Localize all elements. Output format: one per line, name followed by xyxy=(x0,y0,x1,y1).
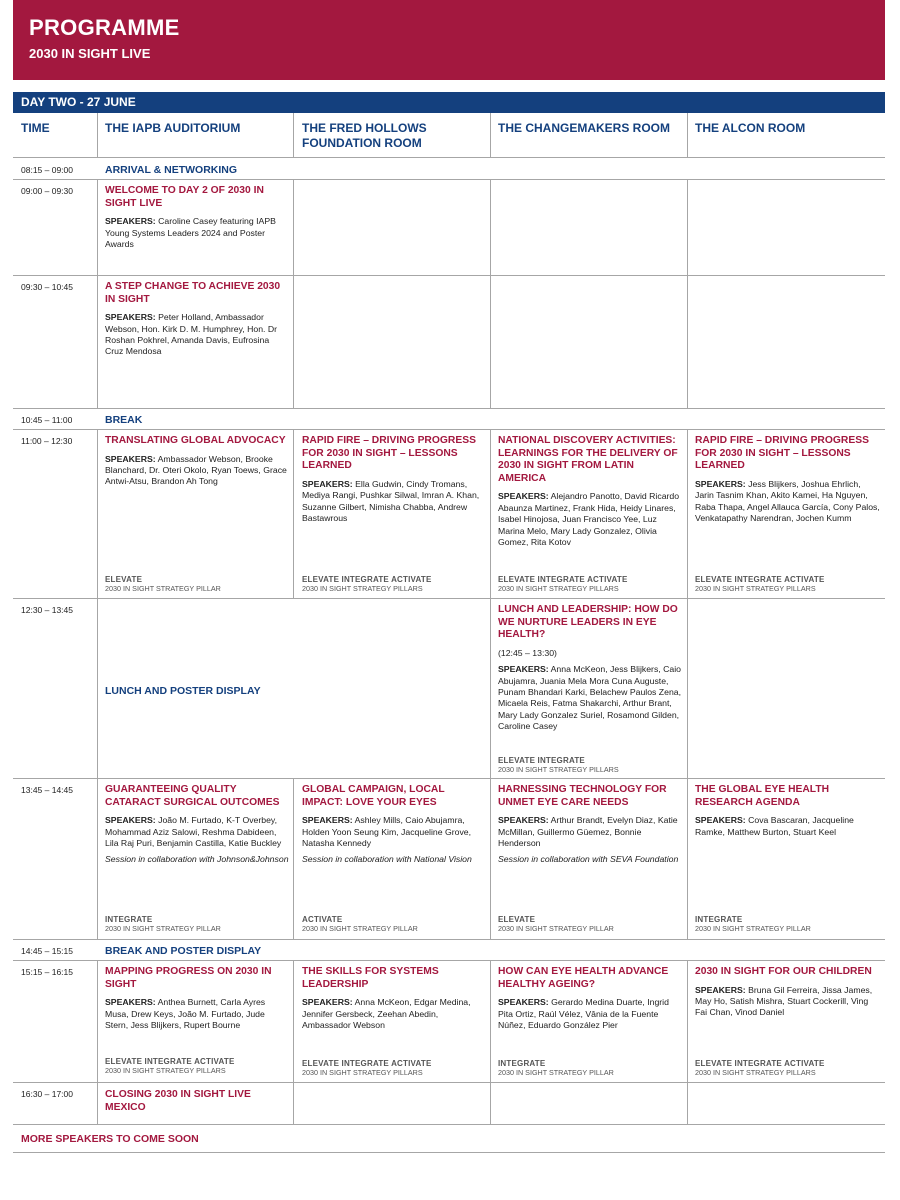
speakers-label: SPEAKERS: xyxy=(695,815,746,826)
strategy-pillar: INTEGRATE 2030 IN SIGHT STRATEGY PILLAR xyxy=(695,915,811,933)
session-title: GLOBAL CAMPAIGN, LOCAL IMPACT: LOVE YOUR EYES xyxy=(302,784,445,808)
page-subtitle: 2030 IN SIGHT LIVE xyxy=(29,46,151,61)
row-divider xyxy=(13,1082,885,1083)
session-love-your-eyes xyxy=(302,784,486,866)
speakers-label: SPEAKERS: xyxy=(498,491,549,502)
break-poster-label: BREAK AND POSTER DISPLAY xyxy=(105,945,262,957)
column-divider xyxy=(293,429,294,598)
column-divider xyxy=(97,429,98,939)
slot-time: 15:15 – 16:15 xyxy=(21,967,73,977)
strategy-pillar: ELEVATE 2030 IN SIGHT STRATEGY PILLAR xyxy=(498,915,614,933)
column-divider xyxy=(97,179,98,408)
speakers-label: SPEAKERS: xyxy=(105,997,156,1008)
session-speakers: Caroline Casey featuring IAPB Young Systems Leaders 2024 and Poster Awards xyxy=(105,216,276,249)
session-title: RAPID FIRE – DRIVING PROGRESS FOR 2030 IN SIGHT – LESSONS LEARNED xyxy=(695,435,869,472)
session-our-children xyxy=(695,966,881,1019)
session-speakers: Peter Holland, Ambassador Webson, Hon. Kirk D. M. Humphrey, Hon. Dr Roshan Pokhrel, Amanda Davis, Eufrosina Cruz Mendosa xyxy=(105,312,278,357)
session-title: MAPPING PROGRESS ON 2030 IN SIGHT xyxy=(105,966,272,990)
break-label: BREAK xyxy=(105,414,143,426)
row-divider xyxy=(13,408,885,409)
slot-time: 10:45 – 11:00 xyxy=(21,415,73,425)
slot-time: 14:45 – 15:15 xyxy=(21,946,73,956)
session-title: CLOSING 2030 IN SIGHT LIVE MEXICO xyxy=(105,1089,251,1113)
slot-time: 09:30 – 10:45 xyxy=(21,282,73,292)
session-title: THE SKILLS FOR SYSTEMS LEADERSHIP xyxy=(302,966,439,990)
strategy-pillar: INTEGRATE 2030 IN SIGHT STRATEGY PILLAR xyxy=(105,915,221,933)
row-divider xyxy=(13,598,885,599)
session-speakers: Ella Gudwin, Cindy Tromans, Mediya Rangi, Pushkar Silwal, Imran A. Khan, Suzanne Gilbert, Nimisha Chabba, Andrew Bastawrous xyxy=(302,478,480,523)
programme-banner xyxy=(13,0,885,80)
speakers-label: SPEAKERS: xyxy=(105,312,156,323)
session-title: A STEP CHANGE TO ACHIEVE 2030 IN SIGHT xyxy=(105,281,281,305)
strategy-pillar: ELEVATE INTEGRATE 2030 IN SIGHT STRATEGY PILLARS xyxy=(498,756,619,774)
column-divider xyxy=(97,960,98,1124)
session-harnessing-technology xyxy=(498,784,684,866)
column-divider xyxy=(687,179,688,408)
column-header-alcon-room: THE ALCON ROOM xyxy=(695,121,806,135)
row-divider xyxy=(13,157,885,158)
session-title: 2030 IN SIGHT FOR OUR CHILDREN xyxy=(695,966,872,977)
row-divider xyxy=(13,778,885,779)
page-title: PROGRAMME xyxy=(29,15,180,40)
session-speakers: Bruna Gil Ferreira, Jissa James, May Ho, Satish Mishra, Stuart Cockerill, Ving Fai Chan, Vinod Daniel xyxy=(695,984,873,1018)
column-divider xyxy=(293,113,294,157)
session-collaboration-note: Session in collaboration with Johnson&Johnson xyxy=(105,854,289,865)
session-mapping-progress xyxy=(105,966,289,1031)
session-healthy-ageing xyxy=(498,966,684,1031)
row-divider xyxy=(13,1152,885,1153)
session-title: NATIONAL DISCOVERY ACTIVITIES: LEARNINGS FOR THE DELIVERY OF 2030 IN SIGHT FROM LATIN AMERICA xyxy=(498,435,678,484)
column-divider xyxy=(293,960,294,1124)
column-divider xyxy=(293,778,294,939)
session-speakers: Arthur Brandt, Evelyn Diaz, Katie McMillan, Guillermo Güemez, Bonnie Henderson xyxy=(498,815,678,848)
slot-time: 08:15 – 09:00 xyxy=(21,165,73,175)
session-rapid-fire-b xyxy=(695,435,881,524)
strategy-pillar: ELEVATE INTEGRATE ACTIVATE 2030 IN SIGHT STRATEGY PILLARS xyxy=(695,1059,825,1077)
row-divider xyxy=(13,1124,885,1125)
session-speakers: Anna McKeon, Edgar Medina, Jennifer Gersbeck, Zeehan Abedin, Ambassador Webson xyxy=(302,997,471,1030)
session-research-agenda xyxy=(695,784,881,838)
column-divider xyxy=(97,113,98,157)
slot-time: 16:30 – 17:00 xyxy=(21,1089,73,1099)
session-translating-advocacy xyxy=(105,435,289,488)
speakers-label: SPEAKERS: xyxy=(302,997,353,1008)
row-divider xyxy=(13,939,885,940)
arrival-networking-label: ARRIVAL & NETWORKING xyxy=(105,164,238,176)
strategy-pillar: ELEVATE INTEGRATE ACTIVATE 2030 IN SIGHT STRATEGY PILLARS xyxy=(498,575,628,593)
speakers-label: SPEAKERS: xyxy=(105,453,156,464)
session-cataract-outcomes xyxy=(105,784,289,866)
speakers-label: SPEAKERS: xyxy=(695,984,746,995)
row-divider xyxy=(13,429,885,430)
session-closing xyxy=(105,1089,289,1120)
more-speakers-note: MORE SPEAKERS TO COME SOON xyxy=(21,1133,199,1145)
strategy-pillar: ACTIVATE 2030 IN SIGHT STRATEGY PILLAR xyxy=(302,915,418,933)
strategy-pillar: ELEVATE INTEGRATE ACTIVATE 2030 IN SIGHT STRATEGY PILLARS xyxy=(302,1059,432,1077)
session-rapid-fire-a xyxy=(302,435,486,524)
speakers-label: SPEAKERS: xyxy=(498,664,549,675)
column-divider xyxy=(687,960,688,1124)
column-header-changemakers-room: THE CHANGEMAKERS ROOM xyxy=(498,121,671,135)
session-title: RAPID FIRE – DRIVING PROGRESS FOR 2030 IN SIGHT – LESSONS LEARNED xyxy=(302,435,476,472)
speakers-label: SPEAKERS: xyxy=(105,216,156,227)
session-national-discovery xyxy=(498,435,684,548)
session-lunch-leadership xyxy=(498,604,684,733)
column-divider xyxy=(490,179,491,408)
speakers-label: SPEAKERS: xyxy=(498,815,549,826)
column-divider xyxy=(687,429,688,939)
row-divider xyxy=(13,275,885,276)
slot-time: 09:00 – 09:30 xyxy=(21,186,73,196)
column-divider xyxy=(490,960,491,1124)
session-speakers: João M. Furtado, K-T Overbey, Mohammad Aziz Salowi, Reshma Dabideen, Lila Raj Puri, Benjamin Castilla, Katie Buckley xyxy=(105,815,282,848)
slot-time: 13:45 – 14:45 xyxy=(21,785,73,795)
session-step-change xyxy=(105,281,287,358)
session-time-note: (12:45 – 13:30) xyxy=(498,647,557,658)
session-welcome xyxy=(105,185,287,250)
session-title: WELCOME TO DAY 2 OF 2030 IN SIGHT LIVE xyxy=(105,185,264,209)
session-title: HOW CAN EYE HEALTH ADVANCE HEALTHY AGEING? xyxy=(498,966,669,990)
day-header: DAY TWO - 27 JUNE xyxy=(13,92,885,113)
session-collaboration-note: Session in collaboration with National Vision xyxy=(302,854,472,865)
speakers-label: SPEAKERS: xyxy=(695,478,746,489)
speakers-label: SPEAKERS: xyxy=(302,815,353,826)
column-divider xyxy=(293,179,294,408)
session-title: THE GLOBAL EYE HEALTH RESEARCH AGENDA xyxy=(695,784,830,808)
column-divider xyxy=(490,429,491,939)
session-speakers: Cova Bascaran, Jacqueline Ramke, Matthew Burton, Stuart Keel xyxy=(695,815,854,837)
column-header-time: TIME xyxy=(21,121,50,135)
row-divider xyxy=(13,179,885,180)
lunch-poster-label: LUNCH AND POSTER DISPLAY xyxy=(105,685,261,697)
speakers-label: SPEAKERS: xyxy=(105,815,156,826)
strategy-pillar: ELEVATE INTEGRATE ACTIVATE 2030 IN SIGHT STRATEGY PILLARS xyxy=(695,575,825,593)
column-divider xyxy=(687,113,688,157)
strategy-pillar: ELEVATE 2030 IN SIGHT STRATEGY PILLAR xyxy=(105,575,221,593)
session-speakers: Ashley Mills, Caio Abujamra, Holden Yoon Seung Kim, Jacqueline Grove, Natasha Kennedy xyxy=(302,815,472,848)
slot-time: 12:30 – 13:45 xyxy=(21,605,73,615)
slot-time: 11:00 – 12:30 xyxy=(21,436,73,446)
session-title: GUARANTEEING QUALITY CATARACT SURGICAL OUTCOMES xyxy=(105,784,280,808)
session-speakers: Anna McKeon, Jess Blijkers, Caio Abujamra, Juania Mela Mora Cuna Auguste, Punam Bhandari Karki, Belachew Paulos Zena, Micaela Reis, Fatma Shakarchi, Arthur Brant, Mary Lady Gonzalez Suriel, Rosamond Gilden, Caroline Casey xyxy=(498,664,682,732)
session-title: LUNCH AND LEADERSHIP: HOW DO WE NURTURE LEADERS IN EYE HEALTH? xyxy=(498,604,678,641)
column-divider xyxy=(490,113,491,157)
row-divider xyxy=(13,960,885,961)
speakers-label: SPEAKERS: xyxy=(498,997,549,1008)
column-header-fred-hollows-room: THE FRED HOLLOWS FOUNDATION ROOM xyxy=(302,121,427,150)
session-title: HARNESSING TECHNOLOGY FOR UNMET EYE CARE NEEDS xyxy=(498,784,667,808)
strategy-pillar: INTEGRATE 2030 IN SIGHT STRATEGY PILLAR xyxy=(498,1059,614,1077)
session-title: TRANSLATING GLOBAL ADVOCACY xyxy=(105,435,286,446)
session-speakers: Anthea Burnett, Carla Ayres Musa, Drew Keys, João M. Furtado, Jude Stern, Jess Blijkers, Rupert Bourne xyxy=(105,997,266,1030)
session-speakers: Ambassador Webson, Brooke Blanchard, Dr. Oteri Okolo, Ryan Toews, Grace Antwi-Atsu, Brandon Ah Tong xyxy=(105,453,287,487)
strategy-pillar: ELEVATE INTEGRATE ACTIVATE 2030 IN SIGHT STRATEGY PILLARS xyxy=(105,1057,235,1075)
strategy-pillar: ELEVATE INTEGRATE ACTIVATE 2030 IN SIGHT STRATEGY PILLARS xyxy=(302,575,432,593)
session-speakers: Gerardo Medina Duarte, Ingrid Pita Ortiz, Raúl Vélez, Vânia de la Fuente Núñez, Eduardo González Pier xyxy=(498,997,669,1030)
session-collaboration-note: Session in collaboration with SEVA Foundation xyxy=(498,854,679,865)
session-speakers: Alejandro Panotto, David Ricardo Abaunza Martinez, Frank Hida, Heidy Linares, Isabel Hinojosa, Juan Francisco Yee, Luz Marina Melo, Mary Lady Gonzalez, Olivia Gomez, Rita Kotov xyxy=(498,491,680,547)
column-header-iapb-auditorium: THE IAPB AUDITORIUM xyxy=(105,121,241,135)
speakers-label: SPEAKERS: xyxy=(302,478,353,489)
session-systems-leadership xyxy=(302,966,486,1031)
session-speakers: Jess Blijkers, Joshua Ehrlich, Jarin Tasnim Khan, Akito Kamei, Ha Nguyen, Raba Thapa, Angel Allauca García, Cony Palos, Venkatapathy Narendran, Jochen Kumm xyxy=(695,478,880,523)
